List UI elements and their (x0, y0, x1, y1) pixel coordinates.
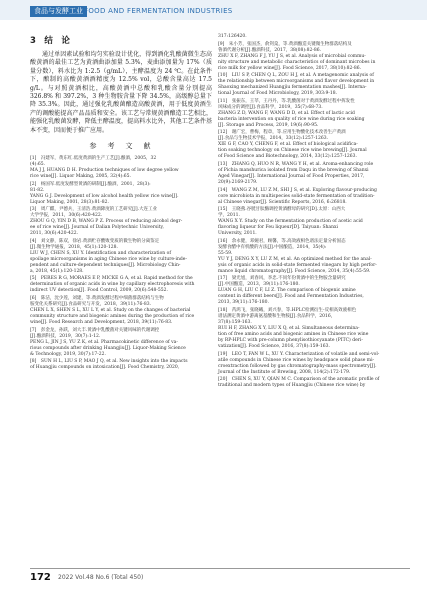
reference-line: vatization[J]. Food Science, 2016, 37(8):159-163. (218, 343, 330, 349)
reference-entry (218, 352, 404, 376)
references-heading: 参 考 文 献 (89, 142, 153, 151)
reference-line: [J]. Storage and Process, 2019, 19(6):90-95. (218, 122, 319, 128)
reference-entry (218, 162, 404, 186)
reference-line: community structure and biogenic amines during the production of rice (30, 314, 195, 320)
reference-line: (4):65. (30, 162, 46, 168)
reference-line: 317:126420. (218, 34, 247, 39)
page-footer (30, 572, 410, 586)
reference-line: [6] 陈洁，沈少莲，刘建，等.黄酒发酵过程中细菌群落结构与生物 (30, 296, 164, 302)
reference-line: [9] 朱小芳，张国杰，俞剑燊，等.黄酒酿造关键微生物群落结构及 (218, 41, 352, 47)
reference-line: ee of rice wine[J]. Journal of Dalian Polytechnic University, (30, 225, 164, 231)
reference-line: pendent and culture-dependent techniques[J]. Microbiology Chin- (30, 262, 181, 268)
reference-line: spoilage microorganisms in aging Chinese rice wine by culture-inde- (30, 256, 187, 262)
reference-entry (30, 276, 212, 294)
issue-info: 2022 Vol.48 No.6 (Total 450) (58, 574, 144, 581)
reference-entry (218, 188, 404, 206)
reference-line: WANG X Y. Study on the fermentation production of acetic acid (218, 219, 363, 225)
reference-line: tion of free amino acids and biogenic amines in Chinese rice wine (218, 331, 369, 337)
reference-line: LUAN G H, LIU C F, LI Z. The comparison of biogenic amine (218, 288, 356, 294)
reference-line: of Huangjiu compounds on intoxication[J]. Food Chemistry, 2020, (30, 365, 180, 371)
reference-line: Liquor Making, 2001, 28(3):81-82. (30, 199, 109, 205)
reference-line: [18] 芮鸿飞，张晓曦，刘兴春，等.HPLC检测衍生-反相高效液相色 (218, 307, 357, 313)
reference-line: YU Y J, DENG X Y, LU Z M, et al. An optimized method for the anal- (218, 256, 372, 262)
reference-line: MA J J, HUANG D H. Production techniques of low degree yellow (30, 168, 179, 174)
reference-line: [3] 周广麒，尹德兵，王清浩.黄酒降度的工艺研究[J].大连工业 (30, 207, 158, 213)
reference-line: ZHU X F, ZHANG F J, YU J S, et al. Analysis of microbial commu- (218, 53, 366, 59)
reference-line: [12] 谢广宏，曹梅，程章，等.应用生物酸化技术改善生产黄酒 (218, 130, 346, 136)
reference-line: [2] 杨国军.低度发酵型黄酒的研制[J].酿酒，2001，28(3): (30, 181, 151, 187)
reference-line: [8] SUN H L, LIU S P, MAO J Q, et al. New insights into the impacts (30, 359, 188, 365)
reference-line: of Food Science and Biotechnology, 2014, 33(12):1257-1263. (218, 154, 357, 160)
left-column (30, 34, 212, 373)
reference-line: core microbiota in multispecies solid-state fermentation of tradition- (218, 193, 375, 199)
references-list-right (218, 34, 404, 389)
reference-line: [20] CHEN S, XU Y, QIAN M C. Comparison of the aromatic profile of (218, 377, 380, 383)
reference-line: 胺变化关系研究[J].食品研究与开发，2018，39(11):76-83. (30, 302, 152, 308)
reference-line: atile compounds in Chinese rice wines by headspace solid phase mi- (218, 357, 375, 363)
reference-line: mance liquid chromatography[J]. Food Science, 2014, 35(4):55-59. (218, 268, 371, 274)
reference-line: 2013, 39(11):176-180. (218, 300, 269, 306)
journal-english-title: FOOD AND FERMENTATION INDUSTRIES (84, 7, 233, 15)
reference-line: ysis of organic acids in solid-state fermented vinegars by high perfor- (218, 262, 377, 268)
reference-line: of Pichia manshurica isolated from Daqu in the brewing of Shanxi (218, 167, 369, 173)
reference-line: rice milk for yellow wine[J]. Food Science, 2017, 38(10):82-86. (218, 65, 362, 71)
reference-line: & Technology, 2019, 30(7):17-22. (30, 351, 106, 357)
reference-line: [1] 冯建军，黄东红.低度黄酒的生产工艺[J].酿酒，2005，32 (30, 156, 157, 162)
references-list-left (30, 156, 212, 371)
reference-line: PENG L, JIN J S, YU Z K, et al. Pharmacokinetic difference of va- (30, 339, 178, 345)
reference-line: [5] PERES R G, MORAES E P, MICKE G A, et al. Rapid method for the (30, 276, 193, 282)
page-number: 172 (30, 572, 51, 583)
reference-entry (218, 239, 404, 275)
reference-line: 发酵食醋中有机酸的方法[J].中国酿造，2014，35(4): (218, 244, 327, 250)
reference-line: [7] 彭金龙，孙跃，刘大丰.黄酒中乳酸菌对关键风味的代谢调控 (30, 327, 160, 333)
right-column (218, 34, 404, 391)
reference-entry (218, 73, 404, 97)
reference-line: 20(9):2169-2179. (218, 179, 258, 185)
reference-line: 81-82. (30, 187, 45, 193)
reference-line: [4] 刘文静，陈双，徐岩.黄酒贮存酸败变质的微生物的分离鉴定 (30, 238, 160, 244)
footer-divider (30, 568, 410, 569)
reference-line: 55-59. (218, 250, 233, 256)
reference-line: 2011, 30(6):420-422. (30, 231, 79, 237)
reference-line: wine[J]. Food Research and Development, 2018, 39(11):76-83. (30, 320, 173, 326)
reference-line: Aged Vinegar[J]. International Journal of Food Properties, 2017, (218, 173, 365, 179)
journal-tag: 食品与发酵工业 (30, 6, 87, 17)
reference-entry (218, 308, 404, 350)
reference-line: CHEN L X, SHEN S L, XU L Y, et al. Study on the changes of bacterial (30, 308, 191, 314)
reference-entry (30, 239, 212, 275)
reference-entry (218, 99, 404, 129)
reference-entry (218, 207, 404, 237)
page-header (0, 0, 427, 20)
reference-line: [11] 张振东，王莘，王丹丹，等.乳酸菌对于黄酒发酵过程中挥发性 (218, 98, 355, 104)
reference-line: 学，2011. (218, 213, 240, 219)
reference-line: 37(8):159-163. (218, 319, 252, 325)
reference-line: Shaoxing mechanized Huangjiu fermentation mashes[J]. Interna- (218, 85, 367, 91)
conclusion-paragraph: 通过单因素试验和均匀实验设计优化，得到酒化乳酸菌微生态高酸黄酒的最佳工艺为黄酒曲添加量 5.3%，麦曲添加量为 17%（质量分数），料水比为 1:2.5（g/mL），主酵温度为 24 ℃。在此条件下，酿制的高酸黄酒酒精度为 12.5% vol，总酸含量高达 17.5 g/L。与对照黄酒相比，高酸黄酒中总酸和乳酸含量分别提高 326.8% 和 397.2%，3 种生物胺含量下降 34.5%，高级醇总量下降 35.3%。因此，通过强化乳酸菌酿造高酸黄酒，用于低度黄酒生产的调酸能提高产品品质和安全。该工艺与常规黄酒酿造工艺相比，能强化乳酸菌发酵，降低主酵温度，提高料水比外，其他工艺条件基本不变，因而便于推广应用。 (30, 51, 212, 134)
reference-entry (218, 377, 404, 389)
reference-entry (30, 296, 212, 326)
reference-line: ZHANG Z D, WANG F, WANG D D, et al. Effect of lactic acid (218, 110, 355, 116)
reference-line: rice wine[J]. Liquor Making, 2005, 32(4):65. (30, 174, 131, 180)
reference-line: XIE G F, CAO Y, CHENG F, et al. Effect of biological acidifica- (218, 142, 358, 148)
reference-entry (30, 207, 212, 237)
reference-line: nity structure and metabolic characteristics of dominant microbes in (218, 59, 376, 65)
reference-line: [17] 梁光旭，刘春风，李忠.不同年份黄酒中的生物胺含量研究 (218, 276, 346, 282)
reference-line: the relationship between microorganisms and flavor development in (218, 79, 375, 85)
reference-line: determination of organic acids in wine by capillary electrophoresis with (30, 282, 195, 288)
reference-line: tional Journal of Food Microbiology, 2019, 303:9-18. (218, 91, 338, 97)
reference-line: [J].酿酒科技，2019，30(7):1-12. (30, 333, 101, 339)
reference-line: YANG G J. Development of low alcohol health yellow rice wine[J]. (30, 193, 179, 199)
reference-line: 大学学报，2011，30(6):420-422. (30, 213, 103, 219)
reference-entry (30, 156, 212, 180)
reference-entry (30, 359, 212, 371)
reference-entry (218, 130, 404, 160)
reference-entry (218, 276, 404, 306)
reference-line: al Chinese vinegar[J]. Scientific Reports, 2016, 6:26818. (218, 199, 347, 205)
reference-line: content in different beers[J]. Food and Fermentation Industries, (218, 294, 364, 300)
reference-line: [J].中国酿造，2013，39(11):176-180. (218, 282, 300, 288)
reference-line: bacteria intervention on quality of rice wine during rice soaking (218, 116, 365, 122)
reference-entry (218, 34, 404, 40)
reference-line: LIU W J, CHEN S, XU Y. Identification and characterization of (30, 250, 172, 256)
reference-line: [J].微生物学通报，2018，45(1):120-128. (30, 244, 118, 250)
reference-entry (218, 42, 404, 72)
reference-line: flavoring liqueur for Feu liqueur[D]. Taiyuan: Shanxi (218, 225, 338, 231)
section-title: 3 结 论 (30, 36, 70, 46)
reference-line: tion soaking technology on Chinese rice wine brewing[J]. Journal (218, 148, 367, 154)
reference-line: 鲁酒代谢分析[J].酿酒科技，2017，38(08):82-86. (218, 47, 322, 53)
reference-line: [14] WANG Z M, LU Z M, SHI J S, et al. Exploring flavour-producing (218, 187, 377, 193)
reference-line: [15] 王晓燕.谷胱甘肽酶调控黄酒酵母的研究[D].太原：山西大 (218, 207, 346, 213)
reference-line: [16] 余永健，邓婉君，顾馨，等.高效液相色谱法定量分析固态 (218, 238, 346, 244)
reference-line: [J].食品与生物技术学报，2014，33(12):1257-1263. (218, 136, 329, 142)
reference-line: croextraction followed by gas chromatography-mass spectrometry[J]. (218, 363, 377, 369)
reference-line: by RP-HPLC with pre-column phenylisothiocyanate (PITC) deri- (218, 337, 363, 343)
reference-line: traditional and modern types of Huangjiu (Chinese rice wine) by (218, 383, 366, 389)
reference-line: a, 2018, 45(1):120-128. (30, 268, 84, 274)
reference-line: [19] LEO T, FAN W L, XU Y. Characterization of volatile and semi-vol- (218, 351, 380, 357)
reference-line: [13] ZHANG Q, HUO N R, WANG Y H, et al. Aroma-enhancing role (218, 161, 374, 167)
reference-line: RUI H F, ZHANG X Y, LIU X Q, et al. Simultaneous determina- (218, 325, 360, 331)
reference-entry (30, 328, 212, 358)
reference-line: ZHOU G Q, YIN D B, WANG P Z. Process of reducing alcohol degr- (30, 219, 183, 225)
reference-line: 风味成分的调控[J].食品科学，2019，35(7):68-73. (218, 104, 323, 110)
reference-line: indirect UV detection[J]. Food Control, 2009, 20(6):548-552. (30, 288, 168, 294)
reference-line: Journal of the Institute of Brewing, 2008, 114(2):172-179. (218, 369, 351, 375)
reference-line: [10] LIU S P, CHEN Q L, ZOU H J, et al. A metagenomic analysis of (218, 73, 374, 79)
reference-entry (30, 182, 212, 206)
reference-line: rious compounds after drinking Huangjiu[J]. Liquor-Making Science (30, 345, 186, 351)
reference-line: University, 2011. (218, 231, 257, 237)
reference-line: 谱法测定黄酒中游离氨基酸和生物胺[J].食品科学，2016， (218, 313, 336, 319)
